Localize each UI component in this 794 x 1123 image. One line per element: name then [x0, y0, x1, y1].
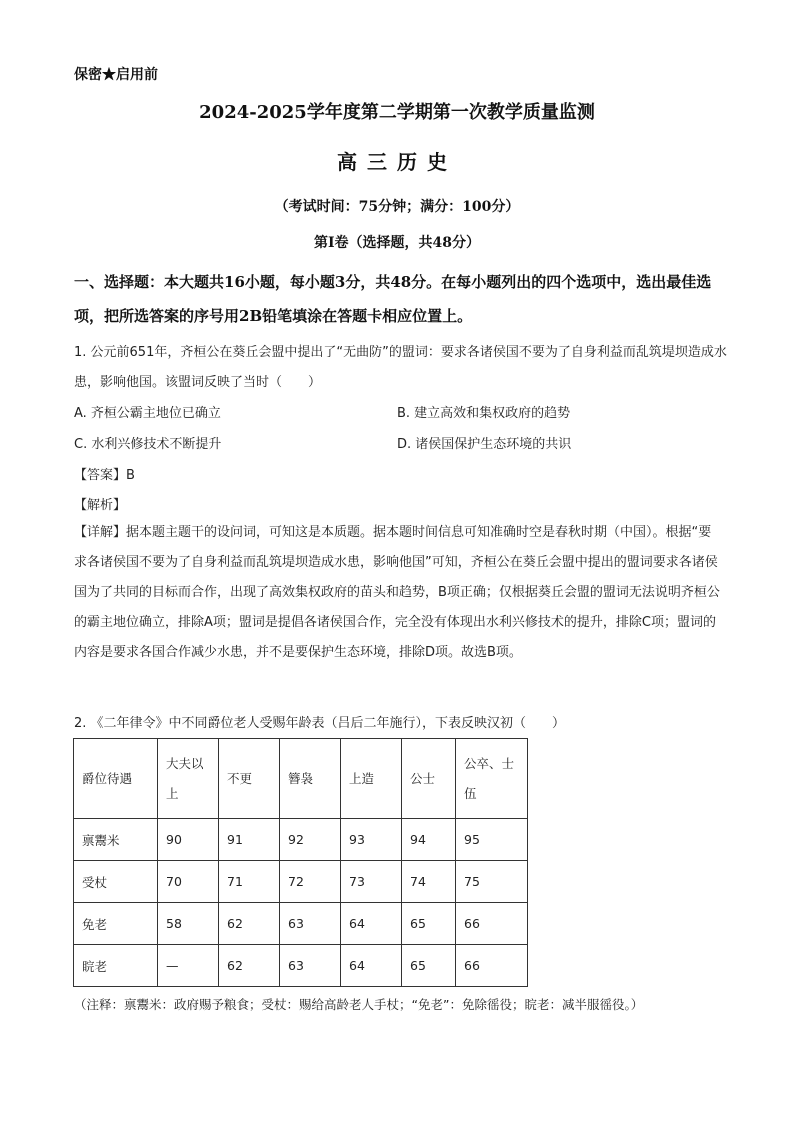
row-label: 免老 — [74, 903, 158, 945]
confidential-label: 保密★启用前 — [74, 67, 158, 83]
table-cell: 63 — [280, 945, 341, 987]
detail-explanation: 【详解】据本题主题干的设问词，可知这是本质题。据本题时间信息可知准确时空是春秋时期（中国）。根据“要求各诸侯国不要为了自身利益而乱筑堤坝造成水患，影响他国”可知，齐桓公在葵丘会盟中提出的盟词要求各诸侯国为了共同的目标而合作，出现了高效集权政府的苗头和趋势，B项正确；仅根据葵丘会盟的盟词无法说明齐桓公的霸主地位确立，排除A项；盟词是提倡各诸侯国合作，完全没有体现出水利兴修技术的提升，排除C项；盟词的内容是要求各国合作减少水患，并不是要保护生态环境，排除D项。故选B项。 — [74, 525, 720, 660]
table-cell: 62 — [219, 945, 280, 987]
table-cell: 64 — [341, 945, 402, 987]
table-cell: 65 — [402, 903, 456, 945]
subject-title: 高三历史 — [337, 150, 457, 174]
table-cell: 66 — [456, 903, 528, 945]
table-cell: 58 — [158, 903, 219, 945]
table-cell: 65 — [402, 945, 456, 987]
table-cell: 95 — [456, 819, 528, 861]
table-cell: 73 — [341, 861, 402, 903]
exam-title: 2024-2025学年度第二学期第一次教学质量监测 — [199, 102, 595, 123]
instructions: 一、选择题：本大题共16小题，每小题3分，共48分。在每小题列出的四个选项中，选出最佳选项，把所选答案的序号用2B铅笔填涂在答题卡相应位置上。 — [74, 273, 712, 325]
option-d: D. 诸侯国保护生态环境的共识 — [397, 437, 572, 452]
table-cell: 71 — [219, 861, 280, 903]
row-label: 禀鬻米 — [74, 819, 158, 861]
question-1-stem: 1. 公元前651年，齐桓公在葵丘会盟中提出了“无曲防”的盟词：要求各诸侯国不要为了自身利益而乱筑堤坝造成水患，影响他国。该盟词反映了当时（ ） — [74, 345, 727, 390]
table-cell: — — [158, 945, 219, 987]
table-cell: 75 — [456, 861, 528, 903]
table-cell: 62 — [219, 903, 280, 945]
row-label: 睆老 — [74, 945, 158, 987]
column-header: 不更 — [219, 739, 280, 819]
exam-info: （考试时间：75分钟；满分：100分） — [274, 199, 520, 215]
question-2-stem: 2. 《二年律令》中不同爵位老人受赐年龄表（吕后二年施行），下表反映汉初（ ） — [74, 716, 566, 731]
option-a: A. 齐桓公霸主地位已确立 — [74, 406, 221, 421]
table-cell: 63 — [280, 903, 341, 945]
option-b: B. 建立高效和集权政府的趋势 — [397, 406, 571, 421]
table-row — [74, 945, 528, 987]
table-row — [74, 903, 528, 945]
table-row — [74, 861, 528, 903]
table-cell: 70 — [158, 861, 219, 903]
row-label: 受杖 — [74, 861, 158, 903]
table-note: （注释：禀鬻米：政府赐予粮食；受杖：赐给高龄老人手杖；“免老”：免除徭役；睆老：减半服徭役。） — [74, 997, 644, 1012]
answer-label: 【答案】B — [74, 468, 135, 483]
analysis-label: 【解析】 — [74, 498, 127, 513]
table-cell: 66 — [456, 945, 528, 987]
column-header: 公士 — [402, 739, 456, 819]
table-header-row — [74, 739, 528, 819]
option-c: C. 水利兴修技术不断提升 — [74, 437, 222, 452]
column-header: 公卒、士伍 — [456, 739, 528, 819]
table-cell: 90 — [158, 819, 219, 861]
table-row — [74, 819, 528, 861]
column-header: 簪袅 — [280, 739, 341, 819]
table-cell: 94 — [402, 819, 456, 861]
column-header: 大夫以上 — [158, 739, 219, 819]
table-cell: 92 — [280, 819, 341, 861]
table-cell: 72 — [280, 861, 341, 903]
age-table — [73, 738, 528, 987]
table-cell: 74 — [402, 861, 456, 903]
table-cell: 64 — [341, 903, 402, 945]
table-cell: 91 — [219, 819, 280, 861]
section-title: 第Ⅰ卷（选择题，共48分） — [313, 235, 481, 251]
table-corner: 爵位待遇 — [74, 739, 158, 819]
table-cell: 93 — [341, 819, 402, 861]
column-header: 上造 — [341, 739, 402, 819]
